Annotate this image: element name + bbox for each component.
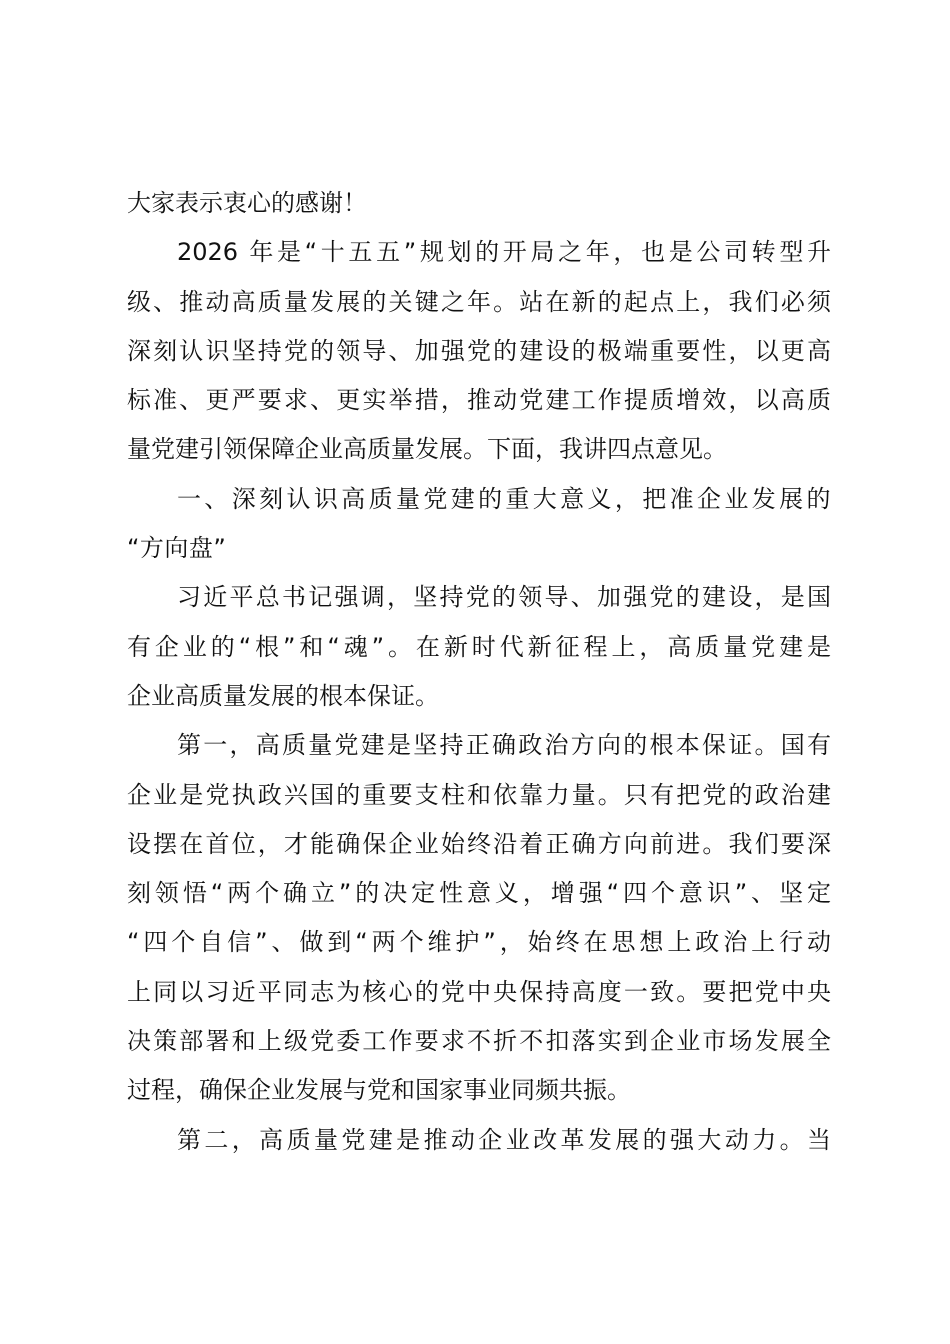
text-line-17: 上同以习近平同志为核心的党中央保持高度一致。要把党中央 (127, 977, 831, 1006)
section-heading-line-1: 一、深刻认识高质量党建的重大意义，把准企业发展的 (177, 484, 831, 513)
document-page (127, 185, 831, 1171)
text-line-4: 深刻认识坚持党的领导、加强党的建设的极端重要性，以更高 (127, 336, 831, 365)
text-line-6: 量党建引领保障企业高质量发展。下面，我讲四点意见。 (127, 435, 727, 464)
text-line-15: 刻领悟“两个确立”的决定性意义，增强“四个意识”、坚定 (127, 879, 831, 908)
text-line-20: 第二，高质量党建是推动企业改革发展的强大动力。当 (177, 1125, 831, 1154)
text-line-5: 标准、更严要求、更实举措，推动党建工作提质增效，以高质 (127, 386, 831, 415)
text-line-19: 过程，确保企业发展与党和国家事业同频共振。 (127, 1076, 631, 1105)
text-line-9: 习近平总书记强调，坚持党的领导、加强党的建设，是国 (177, 583, 831, 612)
section-heading-line-2: “方向盘” (127, 534, 227, 563)
text-line-12: 第一，高质量党建是坚持正确政治方向的根本保证。国有 (177, 731, 831, 760)
text-line-3: 级、推动高质量发展的关键之年。站在新的起点上，我们必须 (127, 287, 831, 316)
text-line-13: 企业是党执政兴国的重要支柱和依靠力量。只有把党的政治建 (127, 780, 831, 809)
text-line-1: 大家表示衷心的感谢！ (127, 189, 367, 217)
text-line-10: 有企业的“根”和“魂”。在新时代新征程上，高质量党建是 (127, 632, 831, 661)
text-line-14: 设摆在首位，才能确保企业始终沿着正确方向前进。我们要深 (127, 829, 831, 858)
text-line-16: “四个自信”、做到“两个维护”，始终在思想上政治上行动 (127, 928, 831, 957)
text-line-2: 2026 年是“十五五”规划的开局之年，也是公司转型升 (177, 238, 831, 267)
text-line-18: 决策部署和上级党委工作要求不折不扣落实到企业市场发展全 (127, 1027, 831, 1056)
text-line-11: 企业高质量发展的根本保证。 (127, 681, 439, 710)
